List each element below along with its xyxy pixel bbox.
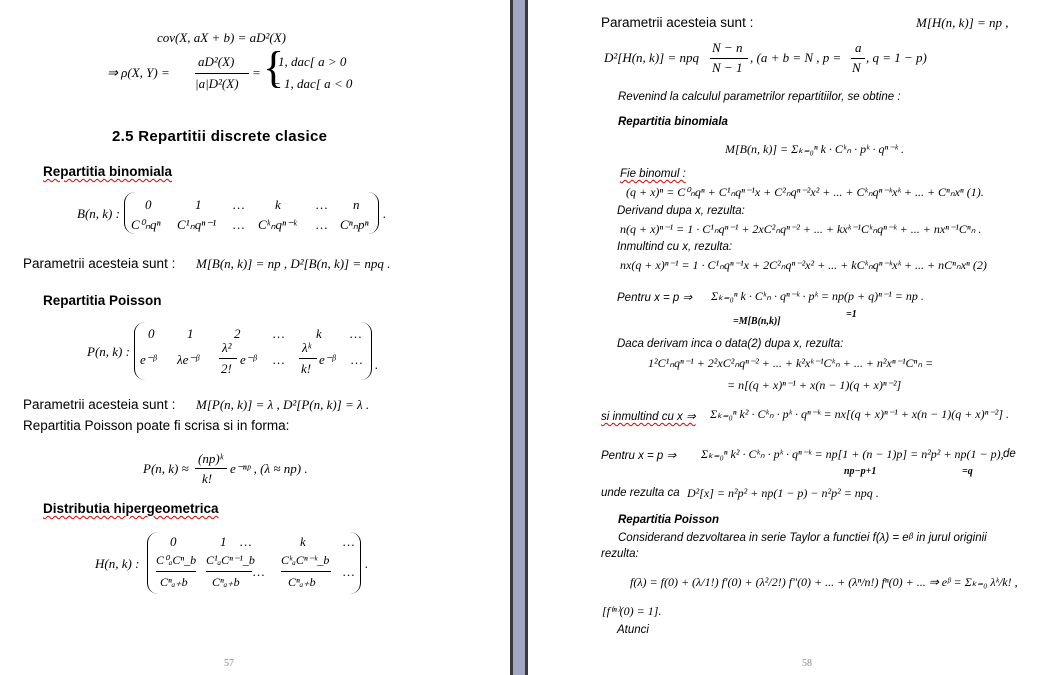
fn-derivative: [f⁽ⁿ⁾(0) = 1]. xyxy=(602,604,662,618)
binom-bottom-4: … xyxy=(316,217,328,232)
poisson-bottom-1: λe⁻ᵝ xyxy=(177,352,199,367)
poisson-frac2-bar xyxy=(219,358,237,359)
binomial-end-dot: . xyxy=(383,206,387,221)
pentru1-underbrace-label1: =M[B(n,k)] xyxy=(733,316,781,327)
d-hyper-bar xyxy=(710,58,748,59)
rho-equals: = xyxy=(252,65,261,80)
approx-bar xyxy=(195,468,227,469)
first-derivative: n(q + x)ⁿ⁻¹ = 1 · C¹ₙqⁿ⁻¹ + 2xC²ₙqⁿ⁻² + ... + kxᵏ⁻¹Cᵏₙqⁿ⁻ᵏ + ... + nxⁿ⁻¹Cⁿₙ . xyxy=(620,222,982,236)
binom-top-3: k xyxy=(275,197,281,212)
p-bar xyxy=(851,58,865,59)
page-gutter xyxy=(510,0,528,675)
hyper-top-1: 1 xyxy=(220,534,227,549)
approx-num: (np)ᵏ xyxy=(198,451,224,466)
poisson-top-4: k xyxy=(316,326,322,341)
poisson-bottom-5: … xyxy=(351,352,363,367)
cases-brace: { xyxy=(263,43,285,92)
d-hyper-right: , q = 1 − p) xyxy=(866,50,927,65)
derivand-text: Derivand dupa x, rezulta: xyxy=(617,205,745,217)
binomial-heading: Repartitia binomiala xyxy=(43,164,173,179)
p-num: a xyxy=(855,40,862,55)
rho-denominator: |a|D²(X) xyxy=(195,76,239,91)
hyper-end-dot: . xyxy=(365,556,369,571)
atunci-text: Atunci xyxy=(617,624,649,636)
binom-top-4: … xyxy=(316,197,328,212)
poisson-top-0: 0 xyxy=(148,326,155,341)
poisson-frac2-den: 2! xyxy=(221,361,232,376)
hyper-label: H(n, k) : xyxy=(95,556,140,571)
binom-bottom-5: Cⁿₙpⁿ xyxy=(340,217,369,232)
binom-bottom-2: … xyxy=(233,217,245,232)
hyper-bar-0 xyxy=(156,571,196,572)
unde-math: D²[x] = n²p² + np(1 − p) − n²p² = npq . xyxy=(687,486,879,500)
hyper-top-4: … xyxy=(343,534,355,549)
second-derivative-1: 1²C¹ₙqⁿ⁻¹ + 2²xC²ₙqⁿ⁻² + ... + k²xᵏ⁻¹Cᵏₙ + ... + n²xⁿ⁻¹Cⁿₙ = xyxy=(648,356,934,370)
binomial-params-math: M[B(n, k)] = np , D²[B(n, k)] = npq . xyxy=(196,256,391,271)
poisson-frack-bar xyxy=(299,358,317,359)
pentru2-underbrace-label1: np−p+1 xyxy=(844,466,877,477)
hyper-num-1: C¹ₐCⁿ⁻¹_b xyxy=(206,553,255,567)
poisson-top-1: 1 xyxy=(187,326,194,341)
right-params-text: Parametrii acesteia sunt : xyxy=(601,15,754,30)
mb-formula: M[B(n, k)] = Σₖ₌₀ⁿ k · Cᵏₙ · pᵏ · qⁿ⁻ᵏ . xyxy=(725,142,904,156)
poisson-frack-den: k! xyxy=(301,361,312,376)
rezulta-text: rezulta: xyxy=(601,548,639,560)
approx-right: e⁻ⁿᵖ , (λ ≈ np) . xyxy=(230,461,308,476)
pentru1-underbrace-label2: =1 xyxy=(846,309,857,320)
binom-top-1: 1 xyxy=(195,197,202,212)
poisson-form-text: Repartitia Poisson poate fi scrisa si in forma: xyxy=(23,418,290,433)
pentru2-math: Σₖ₌₀ⁿ k² · Cᵏₙ · pᵏ · qⁿ⁻ᵏ = np[1 + (n − 1)p] = n²p² + np(1 − p), xyxy=(701,447,1004,461)
poisson-heading: Repartitia Poisson xyxy=(43,293,162,308)
unde-text: unde rezulta ca xyxy=(601,487,680,499)
rho-fraction-bar xyxy=(195,73,249,74)
binom-bottom-1: C¹ₙqⁿ⁻¹ xyxy=(177,217,217,232)
poisson-frack-tail: e⁻ᵝ xyxy=(319,352,336,367)
hyper-heading: Distributia hipergeometrica xyxy=(43,501,219,516)
section-title: 2.5 Repartitii discrete clasice xyxy=(112,128,328,145)
right-poisson-heading: Repartitia Poisson xyxy=(618,514,719,526)
binomial-right-paren xyxy=(368,192,379,234)
pentru1-sum: Σₖ₌₀ⁿ k · Cᵏₙ · qⁿ⁻ᵏ · pᵏ = np(p + q)ⁿ⁻¹ = np . xyxy=(711,289,924,303)
poisson-right-paren xyxy=(361,322,372,380)
gutter-band xyxy=(513,0,525,675)
si-inmultind-math: Σₖ₌₀ⁿ k² · Cᵏₙ · pᵏ · qⁿ⁻ᵏ = nx[(q + x)ⁿ⁻¹ + x(n − 1)(q + x)ⁿ⁻²] . xyxy=(710,407,1010,421)
poisson-params-text: Parametrii acesteia sunt : xyxy=(23,397,176,412)
rho-prefix: ⇒ ρ(X, Y) = xyxy=(107,65,170,80)
binom-bottom-0: C⁰ₙqⁿ xyxy=(131,217,161,232)
approx-left: P(n, k) ≈ xyxy=(143,461,189,476)
right-binomial-heading: Repartitia binomiala xyxy=(618,116,728,128)
m-hyper-formula: M[H(n, k)] = np , xyxy=(916,15,1009,30)
d-hyper-left: D²[H(n, k)] = npq xyxy=(604,50,699,65)
second-derivative-2: = n[(q + x)ⁿ⁻¹ + x(n − 1)(q + x)ⁿ⁻²] xyxy=(727,378,902,392)
cov-formula: cov(X, aX + b) = aD²(X) xyxy=(157,30,287,45)
fie-binomul: Fie binomul : xyxy=(620,168,686,180)
daca-text: Daca derivam inca o data(2) dupa x, rezulta: xyxy=(617,338,844,350)
considerand-text: Considerand dezvoltarea in serie Taylor a functiei f(λ) = eᵝ in jurul originii xyxy=(618,532,987,544)
d-hyper-num: N − n xyxy=(712,40,743,55)
poisson-params-math: M[P(n, k)] = λ , D²[P(n, k)] = λ . xyxy=(196,397,370,412)
binomial-params-text: Parametrii acesteia sunt : xyxy=(23,256,176,271)
hyper-num-0: C⁰ₐCⁿ_b xyxy=(156,553,197,567)
hyper-den-2: Cⁿₐ₊b xyxy=(288,575,316,589)
hyper-dots-1: … xyxy=(253,564,265,579)
binom-top-2: … xyxy=(233,197,245,212)
pentru2-label: Pentru x = p ⇒ xyxy=(601,450,677,462)
p-den: N xyxy=(852,60,861,75)
right-page xyxy=(528,0,1039,675)
poisson-bottom-3: … xyxy=(273,352,285,367)
binom-top-5: n xyxy=(353,197,360,212)
poisson-top-3: … xyxy=(273,326,285,341)
hyper-num-2: CᵏₐCⁿ⁻ᵏ_b xyxy=(281,553,330,567)
pentru2-de: de xyxy=(1003,448,1016,460)
poisson-left-paren xyxy=(134,322,145,380)
taylor-series: f(λ) = f(0) + (λ/1!) f′(0) + (λ²/2!) f″(0) + ... + (λⁿ/n!) fⁿ(0) + ... ⇒ eᵝ = Σₖ₌₀ λᵏ/k! , xyxy=(630,575,1018,589)
si-inmultind-label: si inmultind cu x ⇒ xyxy=(601,411,696,423)
rho-numerator: aD²(X) xyxy=(198,54,235,69)
binom-bottom-3: Cᵏₙqⁿ⁻ᵏ xyxy=(258,217,297,232)
d-hyper-den: N − 1 xyxy=(712,60,743,75)
hyper-den-0: Cⁿₐ₊b xyxy=(160,575,188,589)
hyper-top-2: … xyxy=(240,534,252,549)
poisson-frack-num: λᵏ xyxy=(302,340,312,355)
hyper-dots-2: … xyxy=(343,564,355,579)
case-negative: − 1, dac[ a < 0 xyxy=(272,76,353,91)
binom-top-0: 0 xyxy=(145,197,152,212)
poisson-frac2-num: λ² xyxy=(222,340,232,355)
left-page xyxy=(0,0,510,675)
page-number-left: 57 xyxy=(224,658,234,669)
d-hyper-mid: , (a + b = N , p = xyxy=(750,50,842,65)
poisson-end-dot: . xyxy=(375,357,379,372)
page-number-right: 58 xyxy=(802,658,812,669)
poisson-top-5: … xyxy=(350,326,362,341)
hyper-bar-1 xyxy=(206,571,252,572)
binomial-expansion: (q + x)ⁿ = C⁰ₙqⁿ + C¹ₙqⁿ⁻¹x + C²ₙqⁿ⁻²x² + ... + Cᵏₙqⁿ⁻ᵏxᵏ + ... + Cⁿₙxⁿ (1). xyxy=(626,185,984,199)
pentru1-label: Pentru x = p ⇒ xyxy=(617,292,693,304)
hyper-top-3: k xyxy=(300,534,306,549)
multiplied-series: nx(q + x)ⁿ⁻¹ = 1 · C¹ₙqⁿ⁻¹x + 2C²ₙqⁿ⁻²x² + ... + kCᵏₙqⁿ⁻ᵏxᵏ + ... + nCⁿₙxⁿ (2) xyxy=(620,258,987,272)
binomial-label: B(n, k) : xyxy=(77,206,120,221)
pentru2-underbrace-label2: =q xyxy=(962,466,973,477)
case-positive: 1, dac[ a > 0 xyxy=(278,54,347,69)
poisson-frac2-tail: e⁻ᵝ xyxy=(240,352,257,367)
poisson-bottom-0: e⁻ᵝ xyxy=(140,352,157,367)
approx-den: k! xyxy=(202,471,213,486)
hyper-den-1: Cⁿₐ₊b xyxy=(212,575,240,589)
poisson-label: P(n, k) : xyxy=(87,344,130,359)
hyper-bar-2 xyxy=(281,571,331,572)
revenind-text: Revenind la calculul parametrilor repartitiilor, se obtine : xyxy=(618,91,901,103)
poisson-top-2: 2 xyxy=(234,326,241,341)
inmultind-text: Inmultind cu x, rezulta: xyxy=(617,241,733,253)
hyper-top-0: 0 xyxy=(170,534,177,549)
